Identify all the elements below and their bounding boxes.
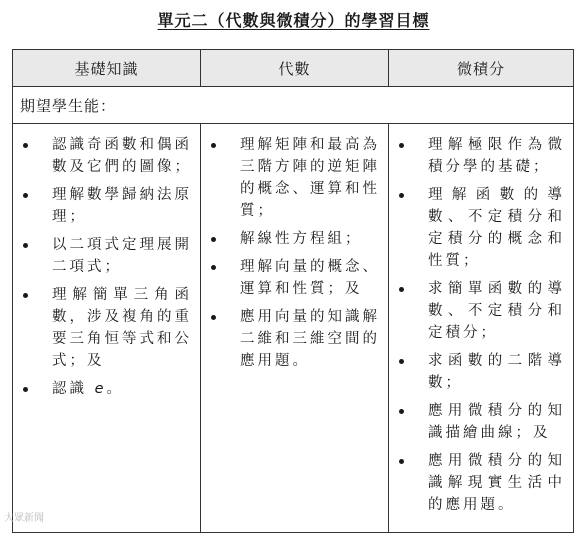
symbol-e: e — [94, 381, 107, 397]
header-row — [13, 50, 574, 87]
calculus-list — [389, 134, 573, 516]
list-item: 以二項式定理展開二項式； — [13, 234, 200, 278]
foundation-column — [13, 124, 201, 533]
calculus-column — [389, 124, 574, 533]
bullet-icon — [211, 143, 216, 148]
header-calculus: 微積分 — [389, 50, 574, 87]
algebra-column — [201, 124, 389, 533]
bullet-icon — [23, 193, 28, 198]
bullet-icon — [399, 459, 404, 464]
bullet-icon — [211, 315, 216, 320]
header-foundation: 基礎知識 — [13, 50, 201, 87]
list-item: 求簡單函數的導數、不定積分和定積分； — [389, 278, 573, 344]
bullet-icon — [399, 193, 404, 198]
bullet-icon — [23, 293, 28, 298]
foundation-list — [13, 134, 200, 400]
learning-objectives-table — [12, 49, 574, 533]
list-item: 應用向量的知識解二維和三維空間的應用題。 — [201, 306, 388, 372]
list-item: 理解極限作為微積分學的基礎； — [389, 134, 573, 178]
bullet-icon — [23, 243, 28, 248]
title-text: 單元二（代數與微積分）的學習目標 — [157, 11, 430, 30]
bullet-icon — [399, 359, 404, 364]
list-item: 理解簡單三角函數，涉及複角的重要三角恒等式和公式；及 — [13, 284, 200, 372]
bullet-icon — [211, 237, 216, 242]
content-row — [13, 124, 574, 533]
list-item: 解線性方程組； — [201, 228, 388, 250]
bullet-icon — [23, 387, 28, 392]
list-item: 理解矩陣和最高為三階方陣的逆矩陣的概念、運算和性質； — [201, 134, 388, 222]
bullet-icon — [211, 265, 216, 270]
page-title — [0, 11, 587, 31]
bullet-icon — [399, 409, 404, 414]
intro-text: 期望學生能： — [13, 87, 574, 124]
list-item: 認識奇函數和偶函數及它們的圖像； — [13, 134, 200, 178]
algebra-list — [201, 134, 388, 372]
bullet-icon — [399, 287, 404, 292]
list-item: 理解向量的概念、運算和性質；及 — [201, 256, 388, 300]
bullet-icon — [23, 143, 28, 148]
list-item: 應用微積分的知識描繪曲線；及 — [389, 400, 573, 444]
list-item: 求函數的二階導數； — [389, 350, 573, 394]
watermark: 大眾新聞 — [4, 513, 44, 524]
list-item: 理解函數的導數、不定積分和定積分的概念和性質； — [389, 184, 573, 272]
intro-row — [13, 87, 574, 124]
header-algebra: 代數 — [201, 50, 389, 87]
list-item: 理解數學歸納法原理； — [13, 184, 200, 228]
list-item: 認識 e。 — [13, 378, 200, 400]
bullet-icon — [399, 143, 404, 148]
list-item: 應用微積分的知識解現實生活中的應用題。 — [389, 450, 573, 516]
